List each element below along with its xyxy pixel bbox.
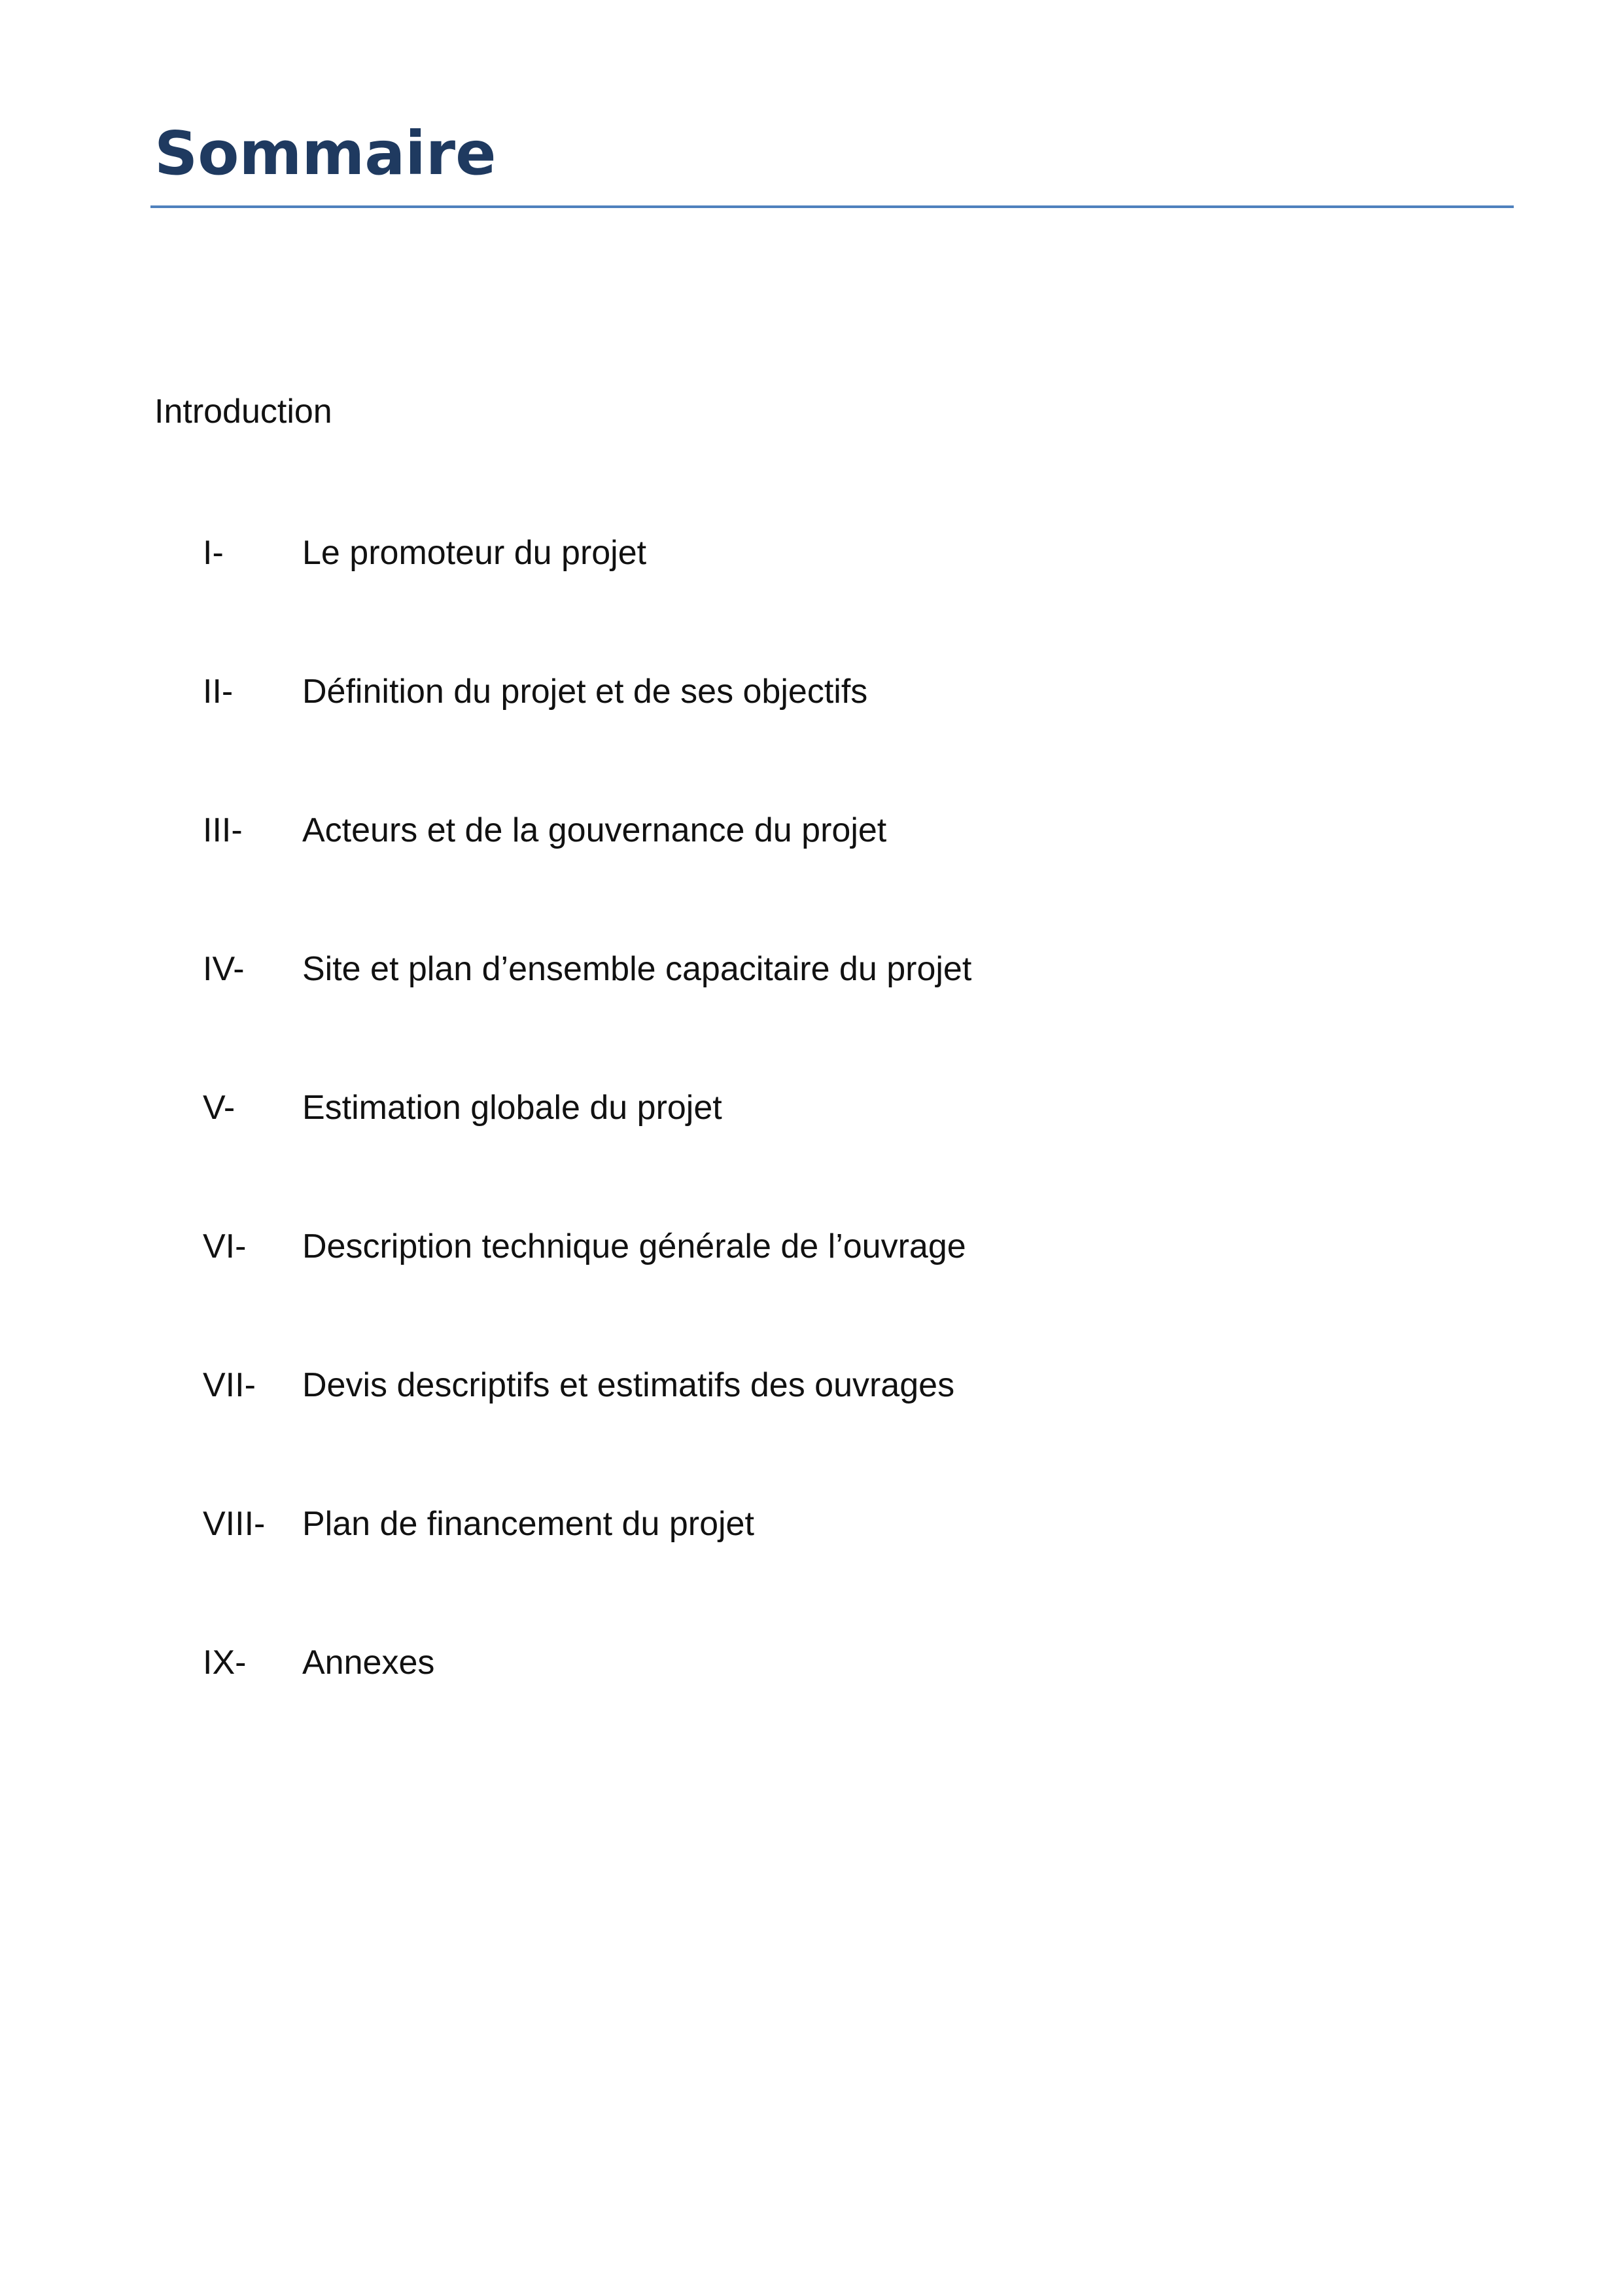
toc-item-number: VIII- [203, 1505, 266, 1543]
toc-item-number: IX- [203, 1644, 247, 1682]
toc-item-text: Description technique générale de l’ouvrage [302, 1227, 966, 1265]
toc-item-number: I- [203, 534, 224, 572]
toc-item-text: Plan de financement du projet [302, 1505, 754, 1543]
toc-introduction: Introduction [154, 393, 332, 431]
toc-item-number: II- [203, 673, 234, 711]
toc-item [203, 1085, 1380, 1131]
toc-item [203, 946, 1380, 992]
toc-item-text: Le promoteur du projet [302, 534, 647, 572]
title-underline [150, 205, 1514, 208]
toc-item-text: Estimation globale du projet [302, 1089, 722, 1127]
toc-item-text: Définition du projet et de ses objectifs [302, 673, 868, 711]
toc-item-text: Devis descriptifs et estimatifs des ouvrages [302, 1366, 955, 1404]
toc-item [203, 807, 1380, 853]
toc-item-number: VI- [203, 1227, 247, 1265]
toc-item-text: Acteurs et de la gouvernance du projet [302, 811, 887, 849]
toc-item [203, 1640, 1380, 1686]
toc-item-number: VII- [203, 1366, 256, 1404]
toc-item-number: IV- [203, 950, 245, 988]
toc-item [203, 1362, 1380, 1408]
toc-item-number: III- [203, 811, 243, 849]
toc-item-text: Annexes [302, 1644, 435, 1682]
toc-item [203, 1501, 1380, 1547]
toc-item [203, 669, 1380, 715]
page-title: Sommaire [154, 118, 497, 188]
toc-item-number: V- [203, 1089, 236, 1127]
toc-item-text: Site et plan d’ensemble capacitaire du projet [302, 950, 972, 988]
toc-item [203, 1224, 1380, 1269]
toc-item [203, 530, 1380, 576]
